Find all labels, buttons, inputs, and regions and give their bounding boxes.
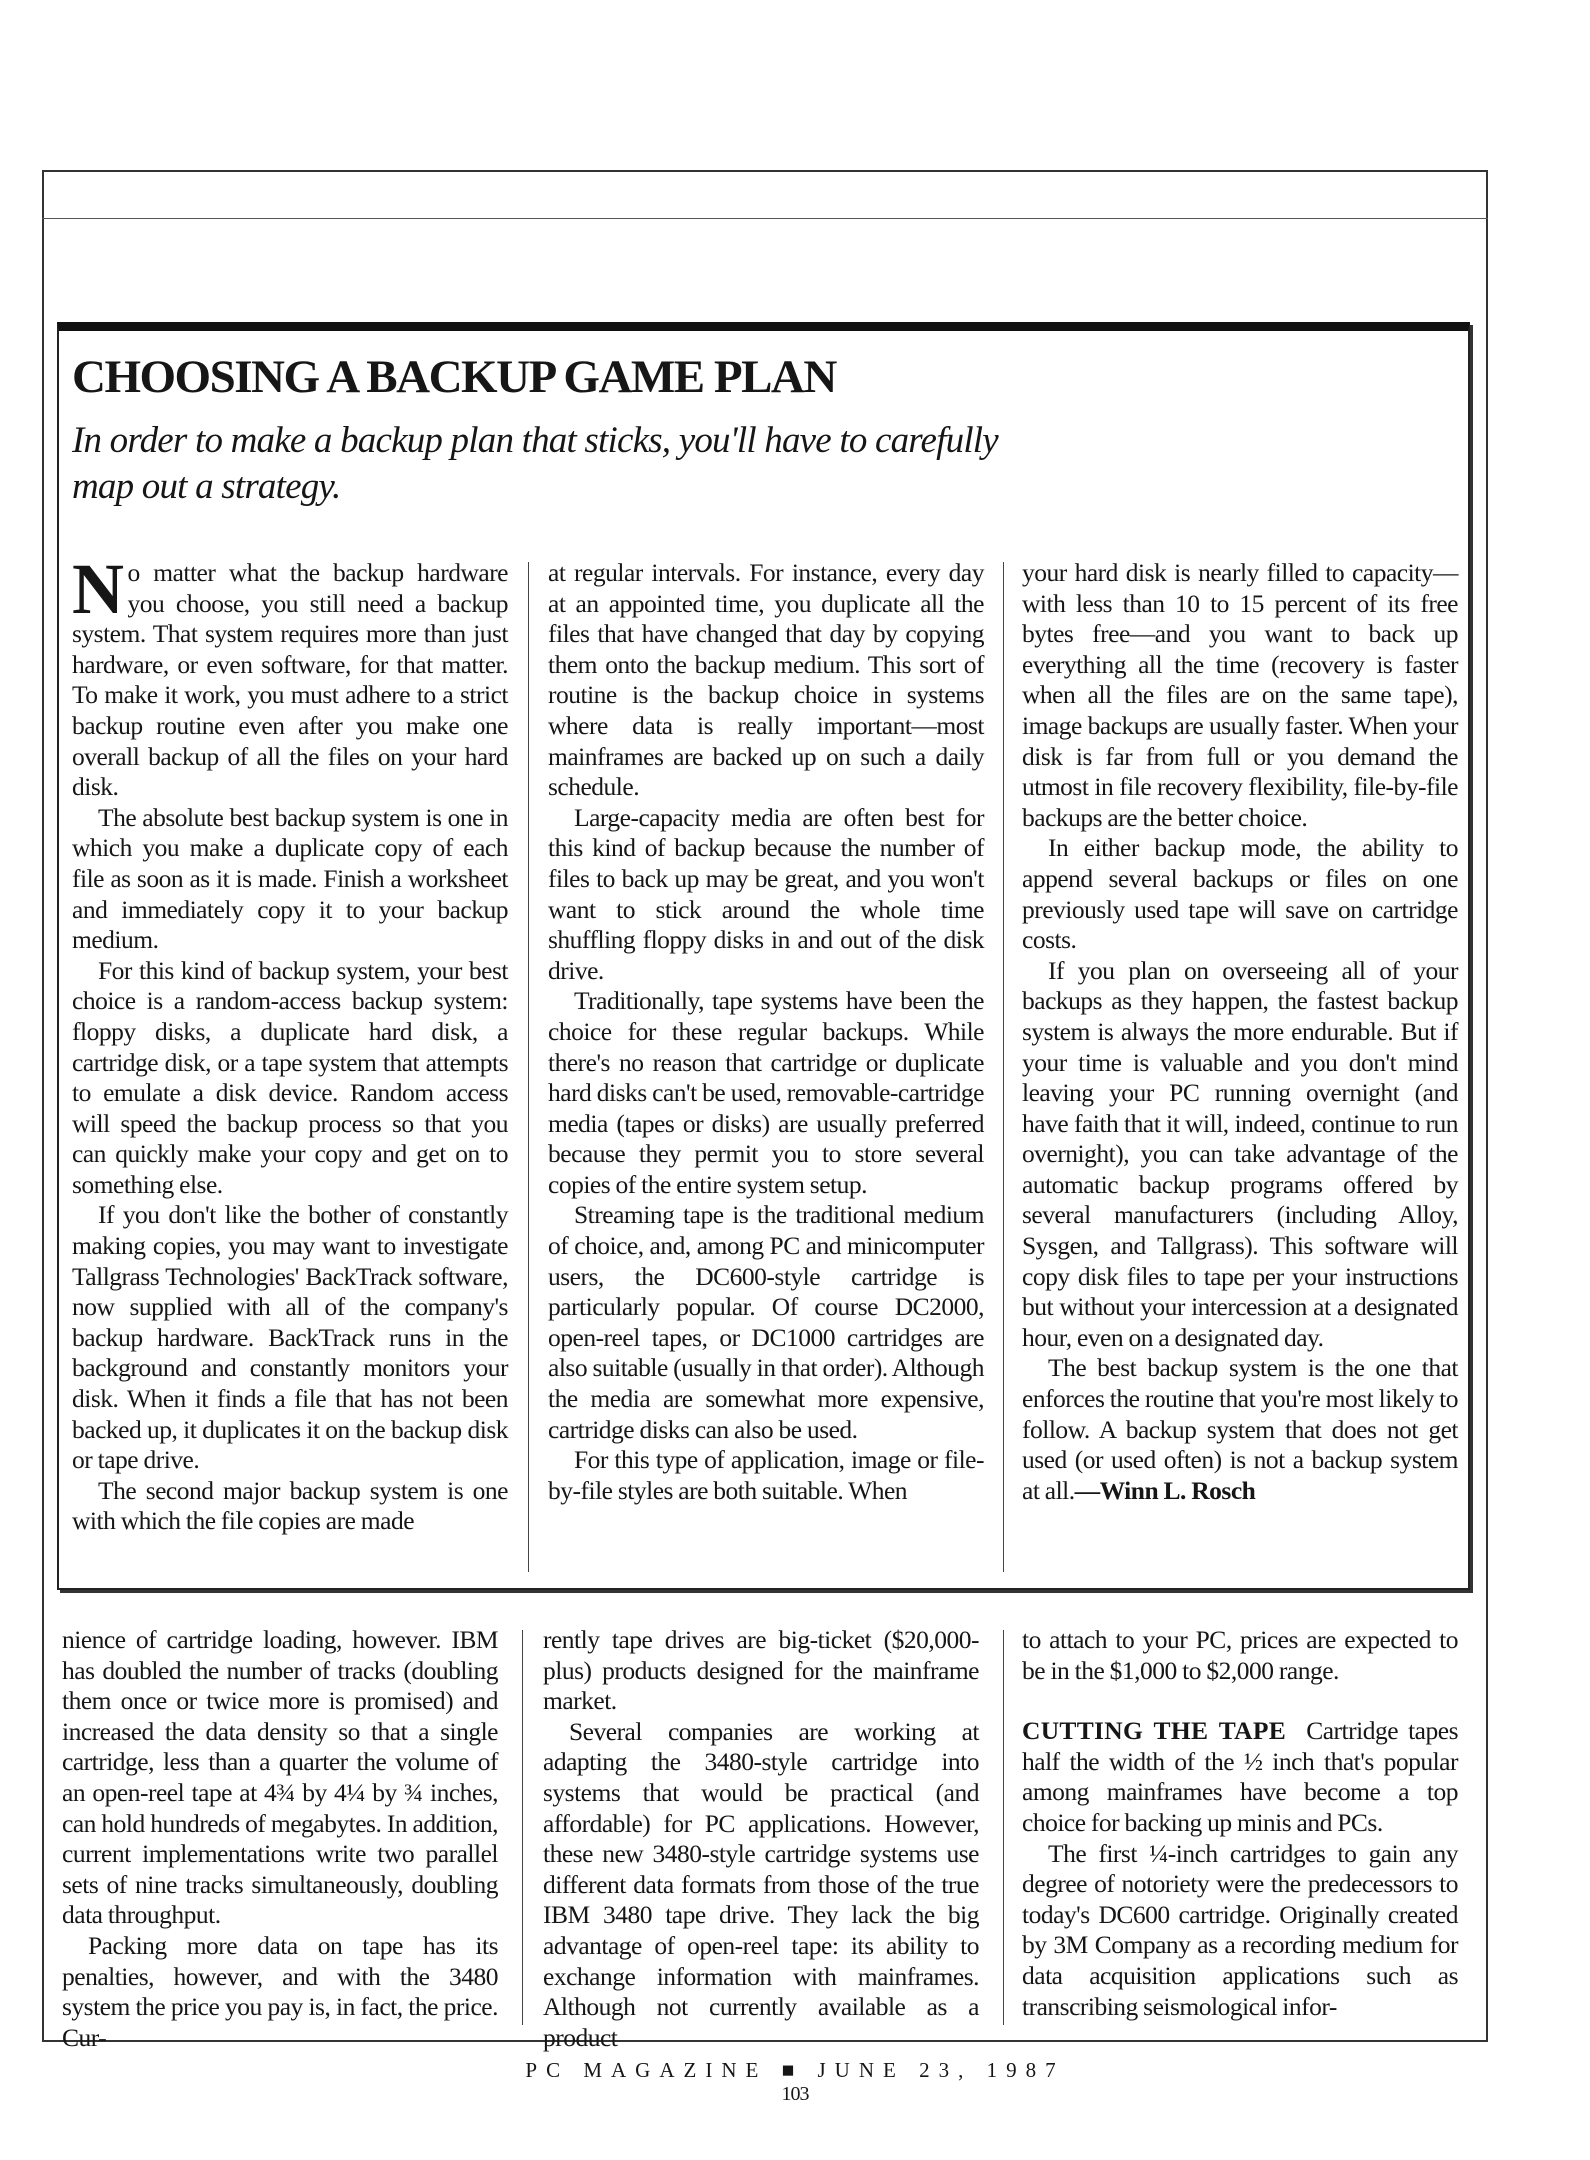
paragraph: The second major backup system is one with which the file copies are made <box>72 1475 508 1536</box>
main-column-3 <box>1022 1625 1458 2022</box>
paragraph: Streaming tape is the traditional medium of choice, and, among PC and minicomputer users, the DC600-style cartridge is particularly popular. Of course DC2000, open-reel tapes, or DC1000 cartridges are also suitable (usually in that order). Although the media are somewhat more expensive, cartridge disks can also be used. <box>548 1200 984 1444</box>
drop-cap: N <box>72 549 124 629</box>
paragraph <box>1022 1716 1458 1838</box>
paragraph: nience of cartridge loading, however. IBM has doubled the number of tracks (doubling them once or twice more is promised) and increased the data density so that a single cartridge, less than a quarter the volume of an open-reel tape at 4¾ by 4¼ by ¾ inches, can hold hundreds of megabytes. In addition, current implementations write two parallel sets of nine tracks simultaneously, doubling data throughput. <box>62 1625 498 1930</box>
sidebar-title: CHOOSING A BACKUP GAME PLAN <box>72 351 836 403</box>
paragraph: For this type of application, image or file-by-file styles are both suitable. When <box>548 1445 984 1505</box>
paragraph <box>1022 1353 1458 1506</box>
paragraph: rently tape drives are big-ticket ($20,000-plus) products designed for the mainframe market. <box>543 1625 979 1716</box>
paragraph: Packing more data on tape has its penalties, however, and with the 3480 system the price you pay is, in fact, the price. Cur- <box>62 1930 498 2052</box>
page-number: 103 <box>781 2083 809 2105</box>
paragraph <box>72 549 508 803</box>
paragraph: your hard disk is nearly filled to capacity—with less than 10 to 15 percent of its free bytes free—and you want to back up everything all the time (recovery is faster when all the files are on the same tape), image backups are usually faster. When your disk is far from full or you demand the utmost in file recovery flexibility, file-by-file backups are the better choice. <box>1022 558 1458 832</box>
paragraph-text: o matter what the backup hardware you choose, you still need a backup system. That system requires more than just hardware, or even software, for that matter. To make it work, you must adhere to a strict backup routine even after you make one overall backup of all the files on your hard disk. <box>72 558 508 802</box>
paragraph-text: Cartridge tapes half the width of the ½ inch that's popular among mainframes have become a top choice for backing up minis and PCs. <box>1022 1716 1458 1837</box>
paragraph: Traditionally, tape systems have been the choice for these regular backups. While there's no reason that cartridge or duplicate hard disks can't be used, removable-cartridge media (tapes or disks) are usually preferred because they permit you to store several copies of the entire system setup. <box>548 986 984 1199</box>
column-divider <box>528 562 529 1572</box>
paragraph: to attach to your PC, prices are expected to be in the $1,000 to $2,000 range. <box>1022 1625 1458 1685</box>
paragraph: at regular intervals. For instance, every day at an appointed time, you duplicate all the files that have changed that day by copying them onto the backup medium. This sort of routine is the backup choice in systems where data is really important—most mainframes are backed up on such a daily schedule. <box>548 558 984 802</box>
paragraph: If you don't like the bother of constantly making copies, you may want to investigate Tallgrass Technologies' BackTrack software, now supplied with all of the company's backup hardware. BackTrack runs in the background and constantly monitors your disk. When it finds a file that has not been backed up, it duplicates it on the backup disk or tape drive. <box>72 1200 508 1475</box>
paragraph: Large-capacity media are often best for this kind of backup because the number of files to back up may be great, and you won't want to stick around the whole time shuffling floppy disks in and out of the disk drive. <box>548 802 984 985</box>
paragraph: If you plan on overseeing all of your backups as they happen, the fastest backup system is always the more endurable. But if your time is valuable and you don't mind leaving your PC running overnight (and have faith that it will, indeed, continue to run overnight), you can take advantage of the automatic backup programs offered by several manufacturers (including Alloy, Sysgen, and Tallgrass). This software will copy disk files to tape per your instructions but without your intercession at a designated hour, even on a designated day. <box>1022 955 1458 1352</box>
sidebar-column-1 <box>72 549 508 1537</box>
main-column-1 <box>62 1625 498 2053</box>
paragraph-text: The best backup system is the one that enforces the routine that you're most likely to follow. A backup system that does not get used (or used often) is not a backup system at all. <box>1022 1353 1458 1505</box>
sidebar-deck: In order to make a backup plan that sticks, you'll have to carefully map out a strategy. <box>72 420 998 507</box>
column-divider <box>1003 1630 1004 2025</box>
subhead: CUTTING THE TAPE <box>1022 1716 1287 1746</box>
paragraph: For this kind of backup system, your best choice is a random-access backup system: floppy disks, a duplicate hard disk, a cartridge disk, or a tape system that attempts to emulate a disk device. Random access will speed the backup process so that you can quickly make your copy and get on to something else. <box>72 955 508 1199</box>
header-rule <box>42 218 1488 219</box>
column-divider <box>1003 562 1004 1572</box>
paragraph: Several companies are working at adapting the 3480-style cartridge into systems that would be practical (and affordable) for PC applications. However, these new 3480-style cartridge systems use different data formats from those of the true IBM 3480 tape drive. They lack the big advantage of open-reel tape: its ability to exchange information with mainframes. Although not currently available as a product <box>543 1716 979 2052</box>
paragraph: In either backup mode, the ability to append several backups or files on one previously used tape will save on cartridge costs. <box>1022 833 1458 955</box>
paragraph: The first ¼-inch cartridges to gain any degree of notoriety were the predecessors to today's DC600 cartridge. Originally created by 3M Company as a recording medium for data acquisition applications such as transcribing seismological infor- <box>1022 1838 1458 2021</box>
paragraph: The absolute best backup system is one in which you make a duplicate copy of each file as soon as it is made. Finish a worksheet and immediately copy it to your backup medium. <box>72 802 508 955</box>
main-column-2 <box>543 1625 979 2053</box>
sidebar-column-2 <box>548 558 984 1506</box>
byline: —Winn L. Rosch <box>1074 1475 1256 1505</box>
sidebar-column-3 <box>1022 558 1458 1506</box>
publication-footer: PC MAGAZINE ■ JUNE 23, 1987 <box>525 2058 1065 2082</box>
column-divider <box>522 1630 523 2025</box>
